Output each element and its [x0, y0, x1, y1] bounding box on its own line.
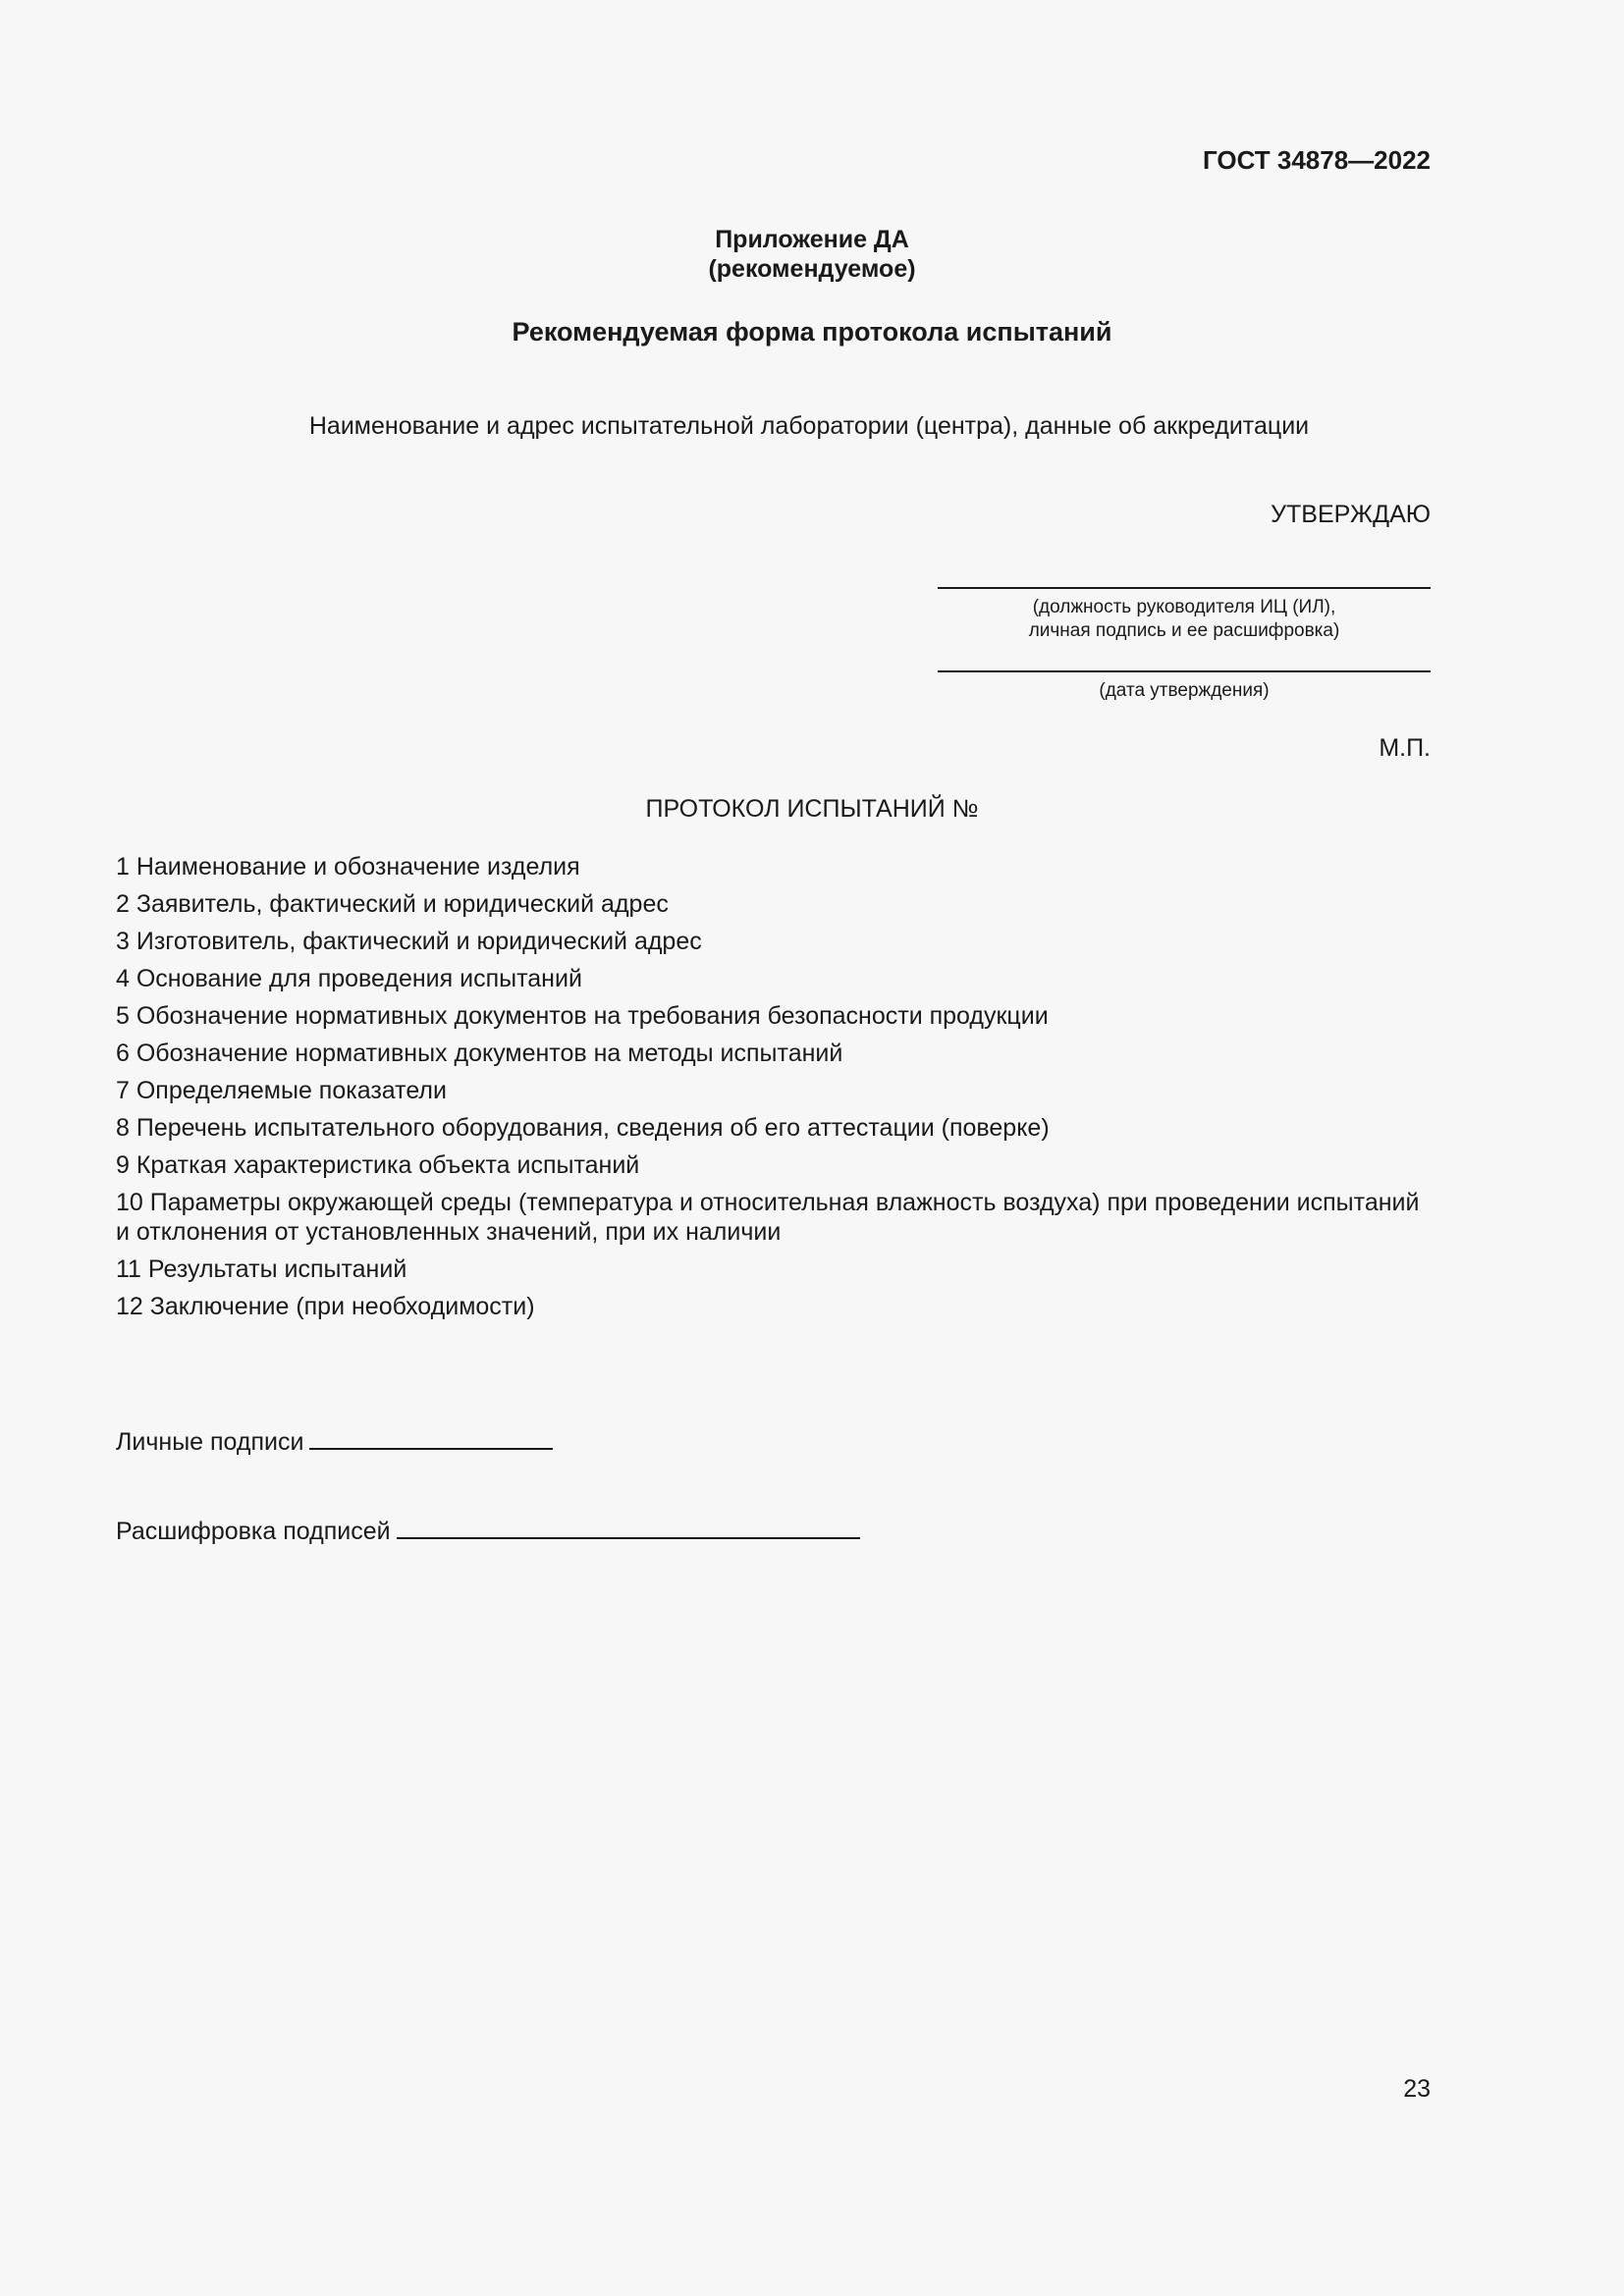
personal-signatures-label: Личные подписи	[116, 1428, 304, 1456]
laboratory-name-line: Наименование и адрес испытательной лаборатории (центра), данные об аккредитации	[308, 412, 1310, 440]
signatures-decoding-blank	[397, 1518, 860, 1539]
date-line	[938, 670, 1431, 672]
protocol-item: 4 Основание для проведения испытаний	[116, 965, 582, 992]
annex-status: (рекомендуемое)	[708, 255, 916, 283]
annex-title: Приложение ДА	[715, 226, 909, 253]
protocol-title: ПРОТОКОЛ ИСПЫТАНИЙ №	[645, 795, 979, 823]
standard-code: ГОСТ 34878—2022	[1203, 145, 1431, 175]
signatures-decoding-row	[116, 1518, 860, 1546]
position-caption-1: (должность руководителя ИЦ (ИЛ),	[1032, 597, 1336, 617]
protocol-item: 5 Обозначение нормативных документов на требования безопасности продукции	[116, 1002, 1049, 1030]
date-caption: (дата утверждения)	[1099, 680, 1270, 701]
protocol-item: 6 Обозначение нормативных документов на методы испытаний	[116, 1040, 843, 1067]
protocol-item: 11 Результаты испытаний	[116, 1255, 407, 1283]
form-title: Рекомендуемая форма протокола испытаний	[512, 317, 1112, 347]
personal-signatures-blank	[309, 1428, 553, 1450]
stamp-mark: М.П.	[1379, 734, 1431, 762]
position-signature-line	[938, 587, 1431, 589]
personal-signatures-row	[116, 1428, 553, 1457]
protocol-item: 3 Изготовитель, фактический и юридический адрес	[116, 928, 702, 955]
protocol-item: 10 Параметры окружающей среды (температура и относительная влажность воздуха) при проведении испытаний и отклонения от установленных значений, при их наличии	[116, 1189, 1420, 1246]
protocol-item: 1 Наименование и обозначение изделия	[116, 853, 580, 881]
protocol-item: 12 Заключение (при необходимости)	[116, 1293, 535, 1320]
protocol-items-list	[116, 852, 1432, 1329]
protocol-item: 7 Определяемые показатели	[116, 1077, 447, 1104]
page-number: 23	[1403, 2075, 1431, 2103]
protocol-item: 9 Краткая характеристика объекта испытаний	[116, 1151, 640, 1179]
approval-label: УТВЕРЖДАЮ	[1271, 501, 1431, 528]
position-caption-2: личная подпись и ее расшифровка)	[1028, 620, 1340, 641]
signatures-decoding-label: Расшифровка подписей	[116, 1518, 391, 1545]
protocol-item: 8 Перечень испытательного оборудования, сведения об его аттестации (поверке)	[116, 1114, 1050, 1142]
protocol-item: 2 Заявитель, фактический и юридический адрес	[116, 890, 669, 918]
